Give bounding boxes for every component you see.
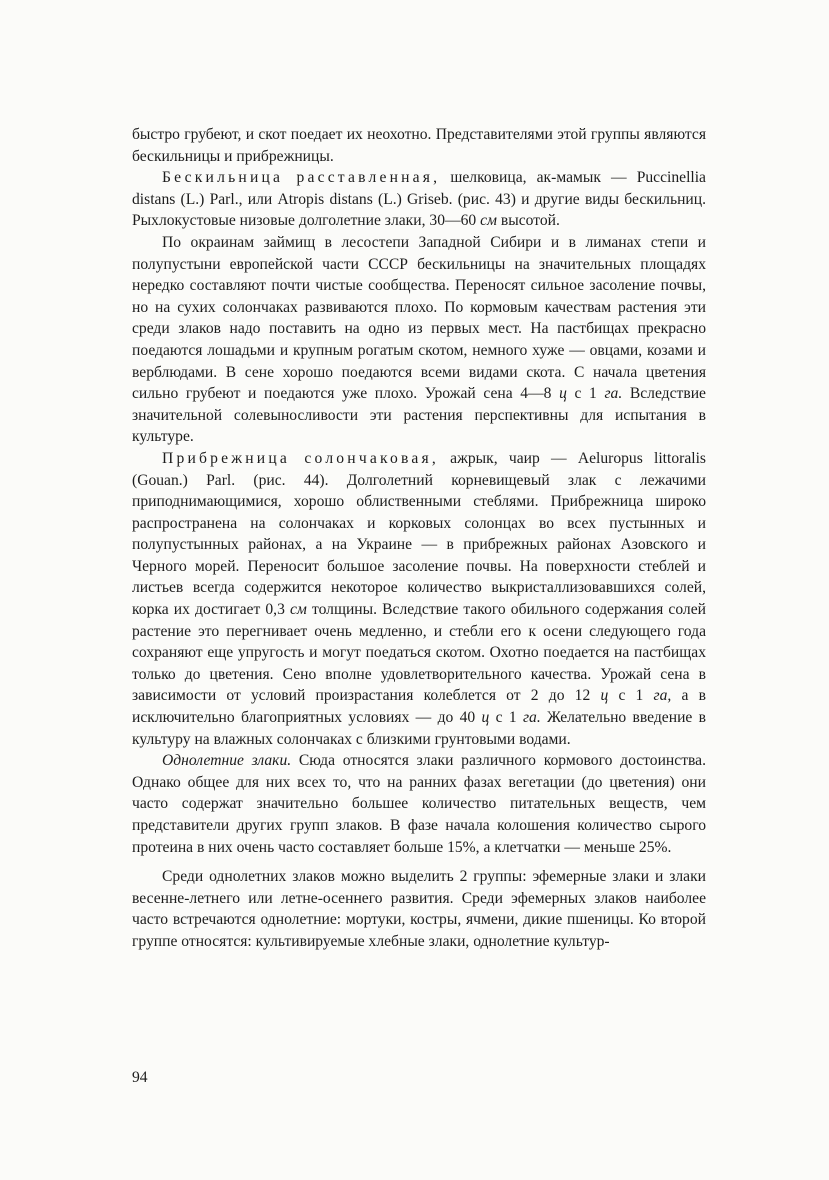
page-number: 94	[132, 1069, 148, 1086]
unit-label: га.	[522, 709, 541, 727]
paragraph-beskilnitsa-description	[132, 167, 706, 232]
paragraph-text: шелковица, ак-мамык — Puccinellia distans (L.) Parl., или Atropis distans (L.) Griseb. (рис. 43) и другие виды бескильниц. Рыхлокустовые низовые долголетние злаки, 30—60	[132, 169, 706, 230]
paragraph-text: с 1	[489, 709, 523, 727]
paragraph-text: с 1	[566, 385, 605, 403]
species-term: Прибрежница солончаковая,	[162, 449, 439, 467]
paragraph-text: По окраинам займищ в лесостепи Западной Сибири и в лиманах степи и полупустыни европейской части СССР бескильницы на значительных площадях нередко составляют почти чистые сообщества. Переносят сильное засоление почвы, но на сухих солончаках развиваются плохо. По кормовым качествам растения эти среди злаков надо поставить на одно из первых мест. На пастбищах прекрасно поедаются лошадьми и крупным рогатым скотом, немного хуже — овцами, козами и верблюдами. В сене хорошо поедаются всеми видами скота. С начала цветения сильно грубеют и поедаются уже плохо. Урожай сена 4—8	[132, 233, 706, 403]
paragraph-text: Сюда относятся злаки различного кормового достоинства. Однако общее для них всех то, что на ранних фазах вегетации (до цветения) они часто содержат значительно большее количество питательных веществ, чем представители других групп злаков. В фазе начала колошения количество сырого протеина в них очень часто составляет больше 15%, а клетчатки — меньше 25%.	[132, 752, 706, 856]
unit-label: см	[480, 212, 497, 230]
paragraph-annual-groups	[132, 866, 706, 952]
unit-label: см	[289, 601, 307, 619]
paragraph-text: высотой.	[496, 212, 560, 230]
paragraph-text: с 1	[608, 687, 654, 705]
page-body	[132, 124, 706, 953]
paragraph-text: толщины. Вследствие такого обильного содержания солей растение это перегнивает очень медленно, и стебли его к осени следующего года сохраняют еще упругость и могут поедаться скотом. Охотно поедается на пастбищах только до цветения. Сено вполне удовлетворительного качества. Урожай сена в зависимости от условий произрастания колеблется от 2 до 12	[132, 601, 706, 705]
unit-label: ц	[600, 687, 609, 705]
paragraph-text: быстро грубеют, и скот поедает их неохотно. Представителями этой группы являются бескильницы и прибрежницы.	[132, 126, 706, 165]
section-heading: Однолетние злаки.	[162, 752, 292, 770]
unit-label: га,	[653, 687, 672, 705]
paragraph-annual-grasses	[132, 750, 706, 858]
paragraph-intro-continuation	[132, 124, 706, 167]
paragraph-pribrezhnitsa	[132, 448, 706, 750]
unit-label: га.	[604, 385, 623, 403]
unit-label: ц	[481, 709, 490, 727]
paragraph-text: Вследствие значительной солевыносливости эти растения перспективны для испытания в культуре.	[132, 385, 706, 446]
paragraph-text: ажрык, чаир — Aeluropus littoralis (Gouan.) Parl. (рис. 44). Долголетний корневищевый злак с лежачими приподнимающимися, хорошо облиственными стеблями. Прибрежница широко распространена на солончаках и корковых солонцах во всех пустынных и полупустынных районах, а на Украине — в прибрежных районах Азовского и Черного морей. Переносит большое засоление почвы. На поверхности стеблей и листьев всегда содержится некоторое количество выкристаллизовавшихся солей, корка их достигает 0,3	[132, 449, 706, 619]
paragraph-text: Среди однолетних злаков можно выделить 2 группы: эфемерные злаки и злаки весенне-летнего или летне-осеннего развития. Среди эфемерных злаков наиболее часто встречаются однолетние: мортуки, костры, ячмени, дикие пшеницы. Ко второй группе относятся: культивируемые хлебные злаки, однолетние культур-	[132, 868, 706, 950]
paragraph-text: а в исключительно благоприятных условиях — до 40	[132, 687, 706, 727]
species-term: Бескильница расставленная,	[162, 169, 441, 187]
unit-label: ц	[559, 385, 567, 403]
paragraph-beskilnitsa-ecology	[132, 232, 706, 448]
paragraph-text: Желательно введение в культуру на влажных солончаках с близкими грунтовыми водами.	[132, 709, 706, 748]
